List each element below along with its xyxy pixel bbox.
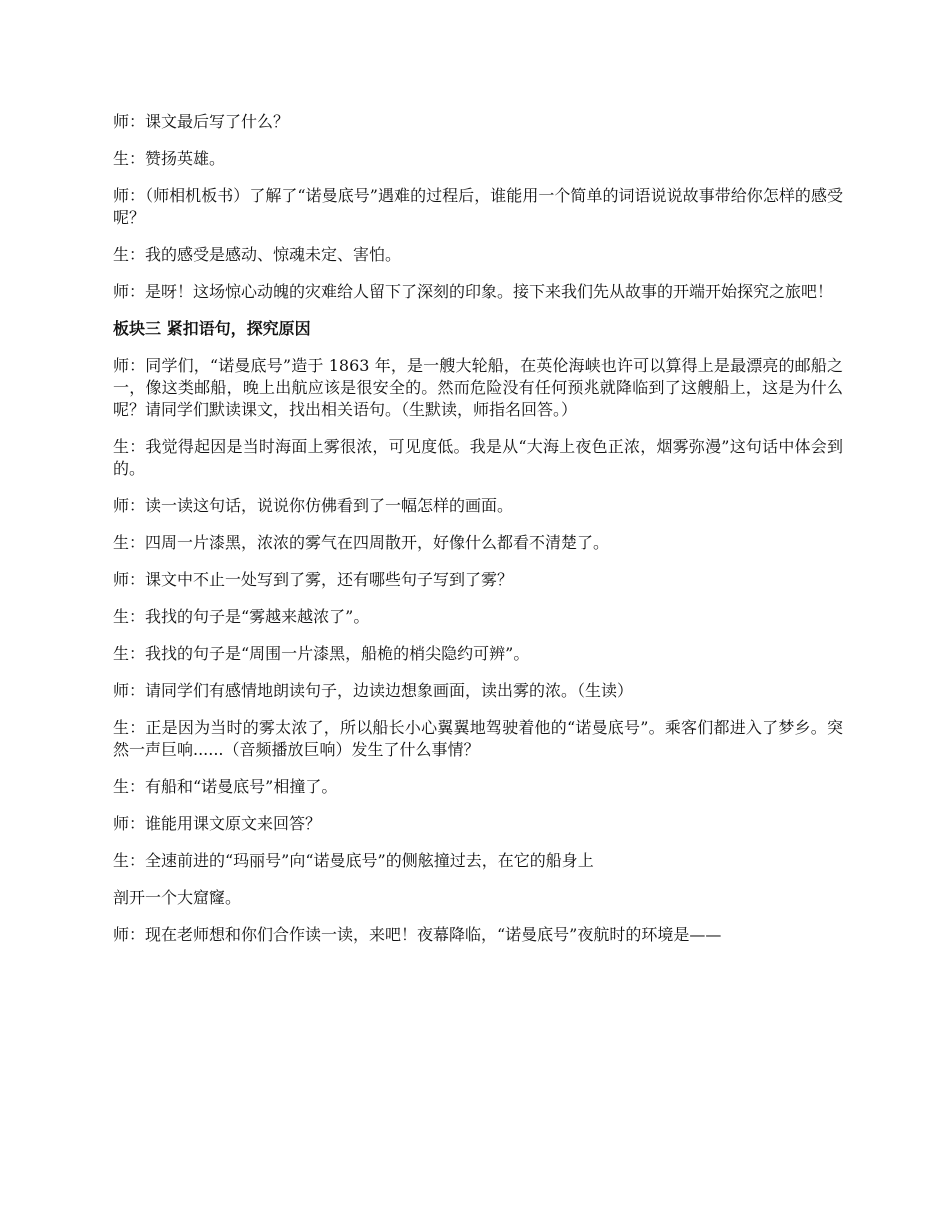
document-page [113, 111, 843, 961]
dialogue-paragraph: 生：有船和“诺曼底号”相撞了。 [113, 777, 338, 796]
dialogue-paragraph: 师：（师相机板书）了解了“诺曼底号”遇难的过程后，谁能用一个简单的词语说说故事带给你怎样的感受呢？ [113, 186, 843, 227]
dialogue-paragraph: 生：全速前进的“玛丽号”向“诺曼底号”的侧舷撞过去，在它的船身上 [113, 851, 594, 870]
dialogue-paragraph: 剖开一个大窟窿。 [113, 888, 242, 907]
dialogue-paragraph: 师：现在老师想和你们合作读一读，来吧！夜幕降临，“诺曼底号”夜航时的环境是—— [113, 925, 722, 944]
dialogue-paragraph: 师：同学们，“诺曼底号”造于 1863 年，是一艘大轮船，在英伦海峡也许可以算得上是最漂亮的邮船之一，像这类邮船，晚上出航应该是很安全的。然而危险没有任何预兆就降临到了这艘船上，这是为什么呢？请同学们默读课文，找出相关语句。（生默读，师指名回答。） [113, 356, 843, 419]
dialogue-paragraph: 师：读一读这句话，说说你仿佛看到了一幅怎样的画面。 [113, 496, 514, 515]
dialogue-paragraph: 师：谁能用课文原文来回答？ [113, 814, 322, 833]
dialogue-paragraph: 生：四周一片漆黑，浓浓的雾气在四周散开，好像什么都看不清楚了。 [113, 533, 610, 552]
dialogue-paragraph: 生：我的感受是感动、惊魂未定、害怕。 [113, 245, 402, 264]
dialogue-paragraph: 生：正是因为当时的雾太浓了，所以船长小心翼翼地驾驶着他的“诺曼底号”。乘客们都进入了梦乡。突然一声巨响......（音频播放巨响）发生了什么事情？ [113, 718, 843, 759]
dialogue-paragraph: 生：我找的句子是“周围一片漆黑，船桅的梢尖隐约可辨”。 [113, 644, 530, 663]
dialogue-paragraph: 生：我觉得起因是当时海面上雾很浓，可见度低。我是从“大海上夜色正浓，烟雾弥漫”这句话中体会到的。 [113, 437, 843, 478]
dialogue-paragraph: 生：赞扬英雄。 [113, 149, 226, 168]
dialogue-paragraph: 生：我找的句子是“雾越来越浓了”。 [113, 607, 370, 626]
dialogue-paragraph: 师：课文中不止一处写到了雾，还有哪些句子写到了雾？ [113, 570, 514, 589]
section-heading: 板块三 紧扣语句，探究原因 [113, 319, 311, 338]
dialogue-paragraph: 师：请同学们有感情地朗读句子，边读边想象画面，读出雾的浓。（生读） [113, 681, 634, 700]
dialogue-paragraph: 师：课文最后写了什么？ [113, 112, 290, 131]
dialogue-paragraph: 师：是呀！这场惊心动魄的灾难给人留下了深刻的印象。接下来我们先从故事的开端开始探究之旅吧！ [113, 282, 834, 301]
